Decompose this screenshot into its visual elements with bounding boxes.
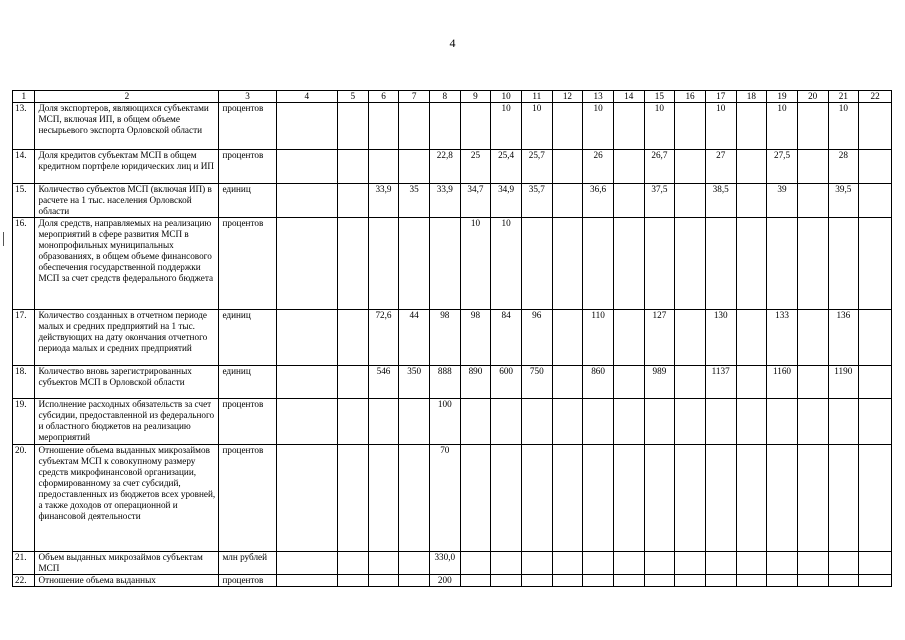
value-cell: [276, 150, 337, 184]
value-cell: [583, 399, 614, 445]
indicator-name: Количество субъектов МСП (включая ИП) в расчете на 1 тыс. населения Орловской области: [35, 184, 219, 218]
row-number: 19.: [13, 399, 35, 445]
value-cell: [705, 575, 736, 587]
column-header-10: 10: [491, 91, 522, 103]
value-cell: [859, 366, 892, 399]
value-cell: [797, 150, 828, 184]
value-cell: 25: [460, 150, 491, 184]
column-header-16: 16: [675, 91, 706, 103]
column-header-14: 14: [613, 91, 644, 103]
value-cell: [859, 552, 892, 575]
value-cell: 35: [399, 184, 430, 218]
value-cell: [521, 445, 552, 552]
value-cell: 200: [429, 575, 460, 587]
value-cell: [399, 150, 430, 184]
value-cell: [491, 575, 522, 587]
indicator-name: Отношение объема выданных микрозаймов субъектам МСП к совокупному размеру средств микрофинансовой организации, сформированному за счет субсидий, предоставленных из бюджетов всех уровней, а также доходов от операционной и финансовой деятельности: [35, 445, 219, 552]
value-cell: [368, 552, 399, 575]
indicator-name: Объем выданных микрозаймов субъектам МСП: [35, 552, 219, 575]
value-cell: [552, 552, 583, 575]
value-cell: 600: [491, 366, 522, 399]
value-cell: 330,0: [429, 552, 460, 575]
value-cell: 26,7: [644, 150, 675, 184]
value-cell: [552, 150, 583, 184]
unit-cell: процентов: [219, 218, 276, 310]
value-cell: [797, 575, 828, 587]
value-cell: [644, 399, 675, 445]
indicators-table: [12, 90, 892, 587]
column-header-22: 22: [859, 91, 892, 103]
value-cell: 890: [460, 366, 491, 399]
value-cell: [583, 445, 614, 552]
value-cell: [675, 103, 706, 150]
value-cell: [859, 184, 892, 218]
value-cell: [399, 399, 430, 445]
value-cell: [552, 184, 583, 218]
value-cell: [613, 310, 644, 366]
value-cell: [797, 218, 828, 310]
value-cell: [675, 310, 706, 366]
value-cell: [644, 575, 675, 587]
table-row: [13, 445, 892, 552]
value-cell: [460, 103, 491, 150]
column-header-18: 18: [736, 91, 767, 103]
value-cell: [767, 399, 798, 445]
value-cell: 38,5: [705, 184, 736, 218]
row-number: 21.: [13, 552, 35, 575]
table-row: [13, 150, 892, 184]
value-cell: [460, 552, 491, 575]
value-cell: 98: [429, 310, 460, 366]
table-row: [13, 310, 892, 366]
value-cell: [675, 150, 706, 184]
value-cell: [859, 310, 892, 366]
value-cell: [276, 552, 337, 575]
value-cell: [368, 218, 399, 310]
value-cell: [705, 552, 736, 575]
indicator-name: Количество созданных в отчетном периоде малых и средних предприятий на 1 тыс. действующих на дату окончания отчетного периода малых и средних предприятий: [35, 310, 219, 366]
table-row: [13, 399, 892, 445]
table-header-row: [13, 91, 892, 103]
table-row: [13, 103, 892, 150]
row-number: 20.: [13, 445, 35, 552]
value-cell: [705, 218, 736, 310]
column-header-12: 12: [552, 91, 583, 103]
value-cell: [368, 575, 399, 587]
value-cell: 350: [399, 366, 430, 399]
value-cell: [797, 366, 828, 399]
column-header-4: 4: [276, 91, 337, 103]
value-cell: [429, 103, 460, 150]
column-header-8: 8: [429, 91, 460, 103]
value-cell: [644, 445, 675, 552]
column-header-21: 21: [828, 91, 859, 103]
value-cell: [276, 184, 337, 218]
value-cell: [552, 399, 583, 445]
value-cell: [368, 103, 399, 150]
value-cell: [613, 184, 644, 218]
value-cell: 1190: [828, 366, 859, 399]
value-cell: 96: [521, 310, 552, 366]
value-cell: 127: [644, 310, 675, 366]
value-cell: [705, 445, 736, 552]
value-cell: [736, 399, 767, 445]
value-cell: 35,7: [521, 184, 552, 218]
table-row: [13, 552, 892, 575]
value-cell: [552, 103, 583, 150]
table-row: [13, 218, 892, 310]
value-cell: [705, 399, 736, 445]
value-cell: [613, 575, 644, 587]
value-cell: [613, 366, 644, 399]
value-cell: 10: [644, 103, 675, 150]
value-cell: [675, 399, 706, 445]
value-cell: [613, 150, 644, 184]
column-header-1: 1: [13, 91, 35, 103]
value-cell: [797, 103, 828, 150]
value-cell: [338, 218, 369, 310]
value-cell: [338, 575, 369, 587]
unit-cell: единиц: [219, 310, 276, 366]
margin-mark: [3, 232, 4, 246]
value-cell: 44: [399, 310, 430, 366]
indicator-name: Количество вновь зарегистрированных субъектов МСП в Орловской области: [35, 366, 219, 399]
value-cell: [736, 184, 767, 218]
unit-cell: процентов: [219, 150, 276, 184]
value-cell: [828, 445, 859, 552]
indicator-name: Доля средств, направляемых на реализацию мероприятий в сфере развития МСП в монопрофильных муниципальных образованиях, в общем объеме финансового обеспечения государственной поддержки МСП за счет средств федерального бюджета: [35, 218, 219, 310]
value-cell: 136: [828, 310, 859, 366]
value-cell: 28: [828, 150, 859, 184]
value-cell: 34,9: [491, 184, 522, 218]
value-cell: [675, 218, 706, 310]
value-cell: 10: [491, 103, 522, 150]
value-cell: [613, 103, 644, 150]
value-cell: [797, 399, 828, 445]
value-cell: [276, 366, 337, 399]
value-cell: 989: [644, 366, 675, 399]
value-cell: [552, 218, 583, 310]
value-cell: 39,5: [828, 184, 859, 218]
value-cell: [338, 150, 369, 184]
value-cell: 25,7: [521, 150, 552, 184]
table-body: [13, 103, 892, 587]
column-header-20: 20: [797, 91, 828, 103]
value-cell: [491, 399, 522, 445]
column-header-19: 19: [767, 91, 798, 103]
value-cell: [338, 103, 369, 150]
column-header-2: 2: [35, 91, 219, 103]
unit-cell: единиц: [219, 366, 276, 399]
value-cell: [491, 445, 522, 552]
column-header-13: 13: [583, 91, 614, 103]
value-cell: [828, 399, 859, 445]
indicator-name: Исполнение расходных обязательств за счет субсидии, предоставленной из федерального и областного бюджетов на реализацию мероприятий: [35, 399, 219, 445]
value-cell: [521, 575, 552, 587]
column-header-5: 5: [338, 91, 369, 103]
value-cell: [399, 552, 430, 575]
value-cell: [767, 218, 798, 310]
value-cell: [797, 445, 828, 552]
value-cell: 10: [521, 103, 552, 150]
value-cell: [429, 218, 460, 310]
value-cell: 72,6: [368, 310, 399, 366]
value-cell: 27,5: [767, 150, 798, 184]
value-cell: 27: [705, 150, 736, 184]
unit-cell: процентов: [219, 103, 276, 150]
value-cell: [736, 310, 767, 366]
value-cell: [767, 552, 798, 575]
column-header-15: 15: [644, 91, 675, 103]
value-cell: [276, 103, 337, 150]
value-cell: 25,4: [491, 150, 522, 184]
column-header-17: 17: [705, 91, 736, 103]
value-cell: [859, 218, 892, 310]
value-cell: [521, 218, 552, 310]
value-cell: [767, 575, 798, 587]
value-cell: 750: [521, 366, 552, 399]
value-cell: 130: [705, 310, 736, 366]
value-cell: 98: [460, 310, 491, 366]
value-cell: 33,9: [368, 184, 399, 218]
value-cell: [736, 445, 767, 552]
value-cell: [675, 575, 706, 587]
indicator-name: Доля кредитов субъектам МСП в общем кредитном портфеле юридических лиц и ИП: [35, 150, 219, 184]
value-cell: [460, 399, 491, 445]
value-cell: [675, 552, 706, 575]
value-cell: 36,6: [583, 184, 614, 218]
value-cell: [736, 366, 767, 399]
row-number: 13.: [13, 103, 35, 150]
value-cell: [460, 445, 491, 552]
value-cell: 10: [460, 218, 491, 310]
value-cell: [276, 399, 337, 445]
value-cell: [767, 445, 798, 552]
row-number: 15.: [13, 184, 35, 218]
value-cell: 110: [583, 310, 614, 366]
row-number: 17.: [13, 310, 35, 366]
value-cell: [613, 218, 644, 310]
value-cell: [859, 575, 892, 587]
value-cell: [399, 445, 430, 552]
row-number: 14.: [13, 150, 35, 184]
value-cell: [368, 150, 399, 184]
table-row: [13, 575, 892, 587]
value-cell: [613, 399, 644, 445]
value-cell: [644, 552, 675, 575]
value-cell: [613, 552, 644, 575]
value-cell: [276, 310, 337, 366]
column-header-7: 7: [399, 91, 430, 103]
table-row: [13, 184, 892, 218]
value-cell: [552, 366, 583, 399]
value-cell: 546: [368, 366, 399, 399]
column-header-3: 3: [219, 91, 276, 103]
value-cell: [859, 445, 892, 552]
value-cell: [859, 103, 892, 150]
column-header-11: 11: [521, 91, 552, 103]
value-cell: [736, 150, 767, 184]
value-cell: [276, 445, 337, 552]
value-cell: [583, 552, 614, 575]
value-cell: [736, 575, 767, 587]
value-cell: [675, 366, 706, 399]
value-cell: 10: [767, 103, 798, 150]
value-cell: [583, 218, 614, 310]
value-cell: [399, 218, 430, 310]
unit-cell: млн рублей: [219, 552, 276, 575]
value-cell: [675, 184, 706, 218]
indicator-name: Отношение объема выданных: [35, 575, 219, 587]
value-cell: [276, 218, 337, 310]
value-cell: [736, 218, 767, 310]
value-cell: 39: [767, 184, 798, 218]
value-cell: [797, 184, 828, 218]
value-cell: [583, 575, 614, 587]
value-cell: [552, 310, 583, 366]
value-cell: 1137: [705, 366, 736, 399]
value-cell: [338, 445, 369, 552]
value-cell: [828, 552, 859, 575]
value-cell: 888: [429, 366, 460, 399]
value-cell: 34,7: [460, 184, 491, 218]
value-cell: 26: [583, 150, 614, 184]
value-cell: 860: [583, 366, 614, 399]
value-cell: [399, 103, 430, 150]
value-cell: [368, 445, 399, 552]
value-cell: [859, 150, 892, 184]
value-cell: [368, 399, 399, 445]
value-cell: [521, 552, 552, 575]
value-cell: 133: [767, 310, 798, 366]
value-cell: 10: [491, 218, 522, 310]
value-cell: [797, 552, 828, 575]
value-cell: [736, 552, 767, 575]
row-number: 16.: [13, 218, 35, 310]
unit-cell: единиц: [219, 184, 276, 218]
value-cell: [859, 399, 892, 445]
value-cell: [552, 445, 583, 552]
value-cell: 10: [705, 103, 736, 150]
value-cell: 10: [583, 103, 614, 150]
value-cell: 1160: [767, 366, 798, 399]
value-cell: 70: [429, 445, 460, 552]
value-cell: 100: [429, 399, 460, 445]
column-header-6: 6: [368, 91, 399, 103]
unit-cell: процентов: [219, 575, 276, 587]
value-cell: [675, 445, 706, 552]
value-cell: [828, 218, 859, 310]
value-cell: [797, 310, 828, 366]
value-cell: [338, 399, 369, 445]
indicator-name: Доля экспортеров, являющихся субъектами МСП, включая ИП, в общем объеме несырьевого экспорта Орловской области: [35, 103, 219, 150]
page-number: 4: [449, 36, 456, 50]
value-cell: [338, 184, 369, 218]
value-cell: [491, 552, 522, 575]
value-cell: [276, 575, 337, 587]
value-cell: [460, 575, 491, 587]
value-cell: [828, 575, 859, 587]
table-row: [13, 366, 892, 399]
column-header-9: 9: [460, 91, 491, 103]
unit-cell: процентов: [219, 445, 276, 552]
value-cell: 33,9: [429, 184, 460, 218]
unit-cell: процентов: [219, 399, 276, 445]
row-number: 18.: [13, 366, 35, 399]
value-cell: [338, 366, 369, 399]
value-cell: [338, 552, 369, 575]
value-cell: 84: [491, 310, 522, 366]
value-cell: [613, 445, 644, 552]
value-cell: 22,8: [429, 150, 460, 184]
value-cell: [552, 575, 583, 587]
value-cell: [399, 575, 430, 587]
value-cell: [521, 399, 552, 445]
row-number: 22.: [13, 575, 35, 587]
value-cell: [644, 218, 675, 310]
value-cell: 10: [828, 103, 859, 150]
value-cell: [338, 310, 369, 366]
value-cell: [736, 103, 767, 150]
value-cell: 37,5: [644, 184, 675, 218]
